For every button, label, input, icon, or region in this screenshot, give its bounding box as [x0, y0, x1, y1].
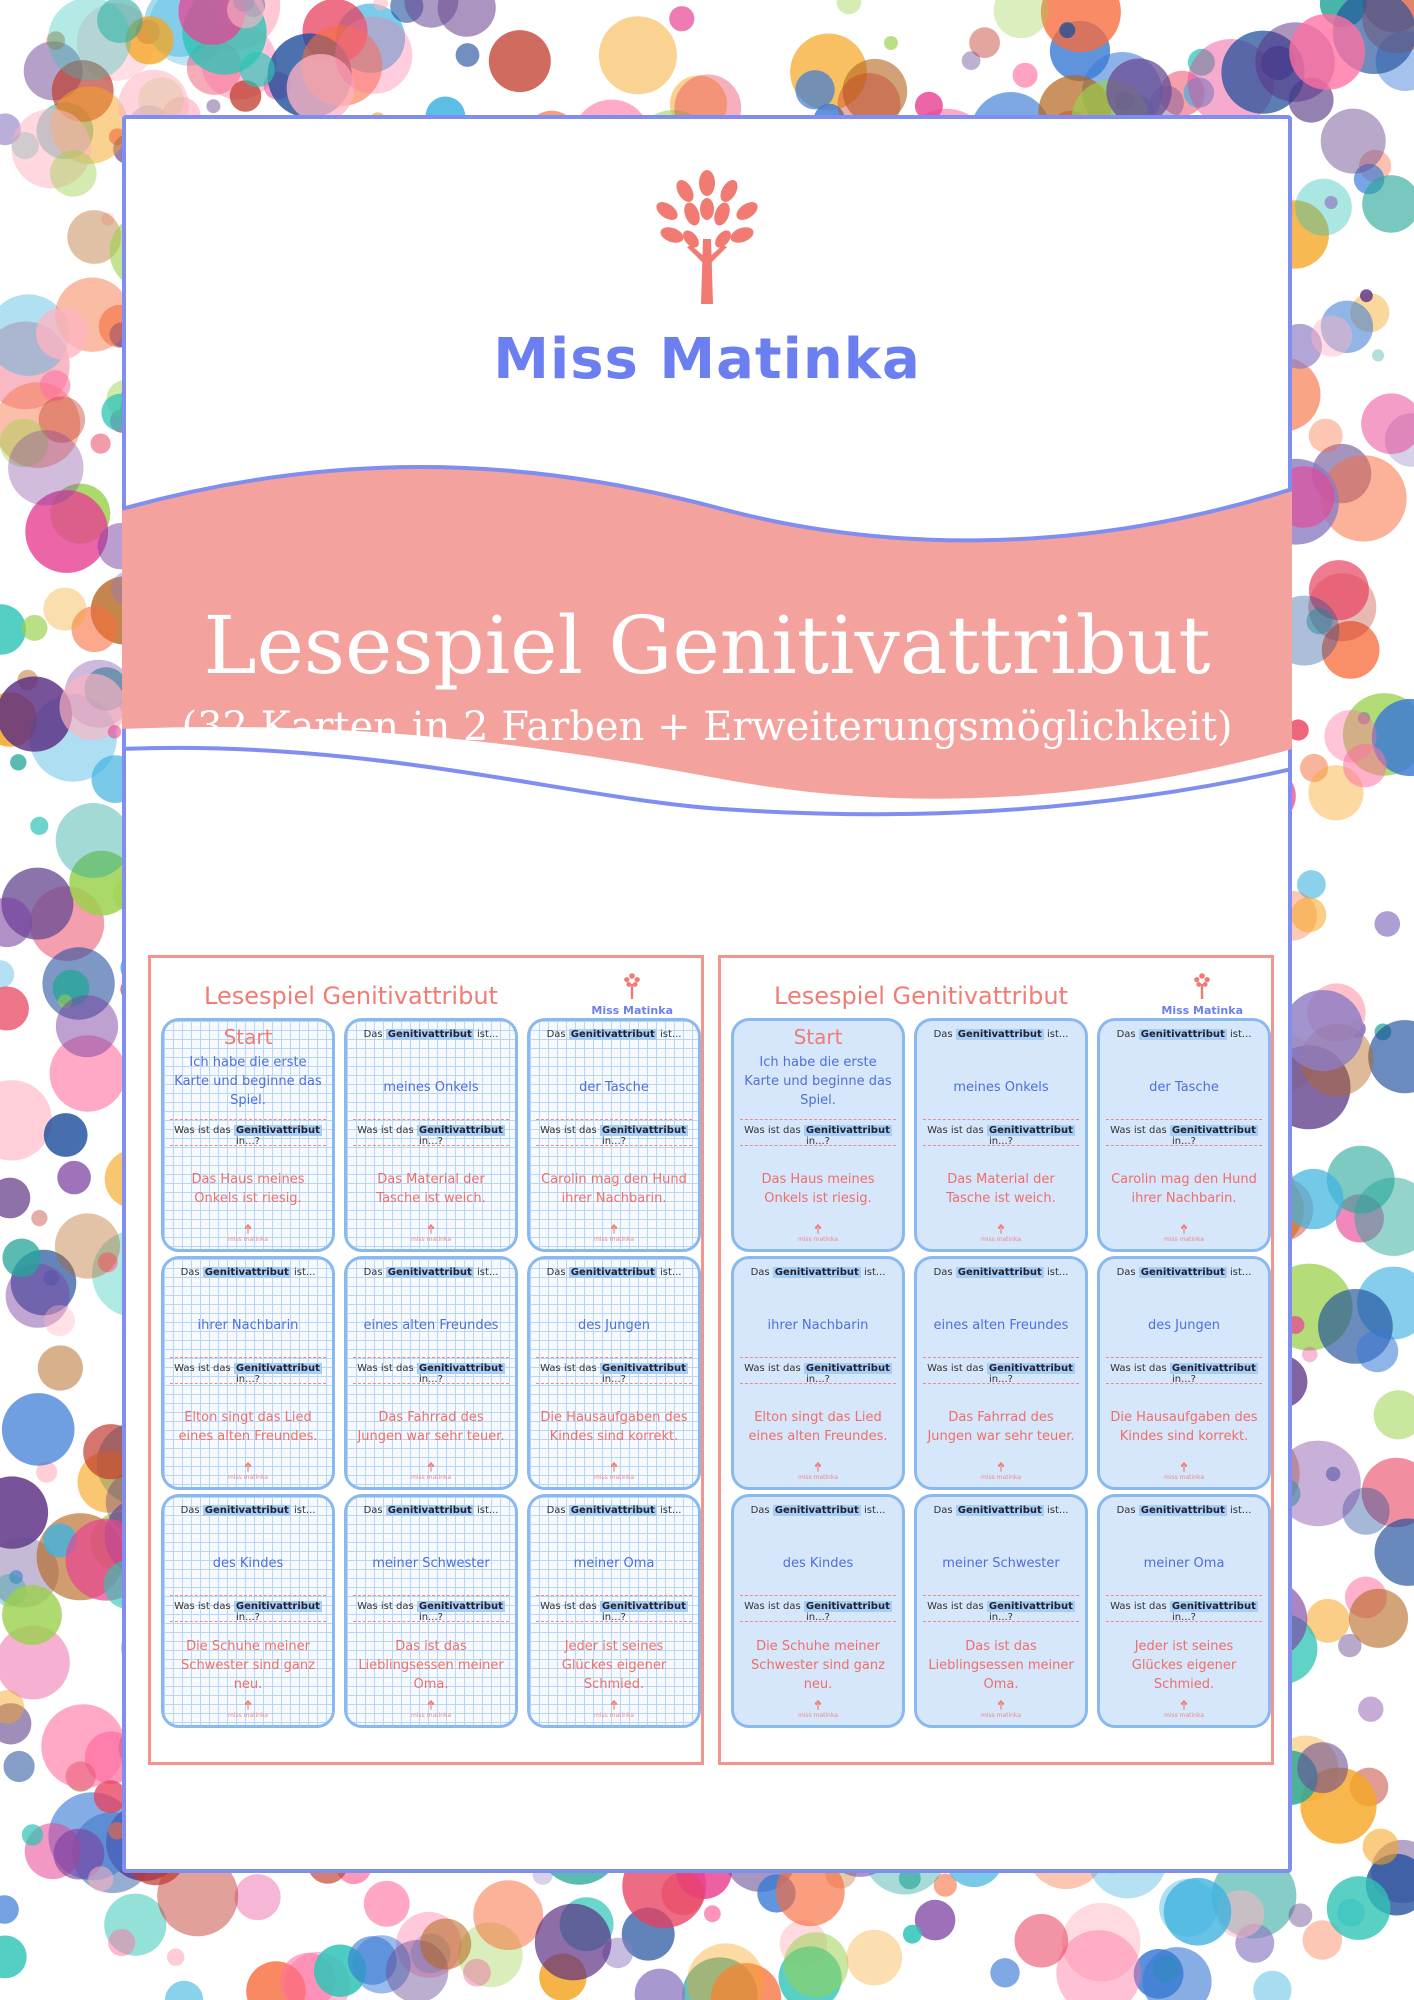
card-answer: des Kindes [782, 1555, 854, 1571]
paint-dot [456, 43, 480, 67]
game-card [344, 1256, 518, 1490]
paint-dot [2, 1585, 62, 1645]
card-start-label: Start [793, 1025, 843, 1049]
card-question: Was ist das Genitivattribut in...? [174, 1363, 320, 1385]
card-answer: meiner Schwester [942, 1555, 1060, 1571]
card-keyword: Genitivattribut [988, 1125, 1073, 1136]
card-answer: des Kindes [212, 1555, 284, 1571]
card-answer: meiner Oma [1143, 1555, 1225, 1571]
card-answer: des Jungen [578, 1317, 650, 1333]
card-footer: miss matinka [530, 1462, 698, 1481]
sheet-brand: Miss Matinka [1161, 1004, 1243, 1017]
card-keyword: Genitivattribut [957, 1505, 1042, 1516]
card-sentence: Das Fahrrad des Jungen war sehr teuer. [927, 1410, 1075, 1444]
card-sentence: Das Fahrrad des Jungen war sehr teuer. [357, 1410, 505, 1444]
game-card [161, 1256, 335, 1490]
game-card [527, 1256, 701, 1490]
card-keyword: Genitivattribut [204, 1505, 289, 1516]
game-card [1097, 1494, 1271, 1728]
card-question: Was ist das Genitivattribut in...? [927, 1125, 1073, 1147]
paint-dot [1356, 1330, 1398, 1372]
card-keyword: Genitivattribut [418, 1601, 503, 1612]
card-prompt: Das Genitivattribut ist... [546, 1267, 682, 1278]
paint-dot [2, 1393, 75, 1466]
paint-dot [240, 52, 275, 87]
card-keyword: Genitivattribut [387, 1267, 472, 1278]
card-answer: ihrer Nachbarin [197, 1317, 299, 1333]
card-keyword: Genitivattribut [235, 1601, 320, 1612]
paint-dot [1360, 289, 1373, 302]
card-question: Was ist das Genitivattribut in...? [744, 1601, 890, 1623]
card-sentence: Carolin mag den Hund ihrer Nachbarin. [541, 1172, 687, 1206]
brand-name: Miss Matinka [493, 327, 921, 392]
card-question: Was ist das Genitivattribut in...? [174, 1601, 320, 1623]
card-footer: miss matinka [347, 1700, 515, 1719]
paint-dot [1374, 1390, 1414, 1439]
sheet-title: Lesespiel Genitivattribut [204, 982, 498, 1010]
card-prompt: Das Genitivattribut ist... [933, 1505, 1069, 1516]
paint-dot [108, 1929, 135, 1956]
card-sentence: Die Hausaufgaben des Kindes sind korrekt. [540, 1410, 688, 1444]
card-answer: eines alten Freundes [933, 1317, 1069, 1333]
paint-dot [837, 0, 862, 14]
card-answer: Ich habe die erste Karte und beginne das Spiel. [174, 1054, 322, 1108]
card-prompt: Das Genitivattribut ist... [750, 1505, 886, 1516]
paint-dot [22, 1824, 43, 1845]
paint-dot [1283, 990, 1364, 1071]
paint-dot [91, 434, 111, 454]
card-prompt: Das Genitivattribut ist... [180, 1505, 316, 1516]
paint-dot [1349, 1589, 1408, 1648]
card-sentence: Das Material der Tasche ist weich. [376, 1172, 486, 1206]
paint-dot [1059, 22, 1075, 38]
paint-dot [235, 1874, 281, 1920]
card-answer: meines Onkels [383, 1079, 479, 1095]
card-footer: miss matinka [164, 1700, 332, 1719]
card-sentence: Elton singt das Lied eines alten Freundes. [178, 1410, 318, 1444]
card-keyword: Genitivattribut [601, 1601, 686, 1612]
card-footer: miss matinka [917, 1700, 1085, 1719]
paint-dot [1363, 1829, 1399, 1865]
paint-dot [10, 754, 26, 770]
paint-dot [1283, 1169, 1343, 1229]
card-keyword: Genitivattribut [1140, 1505, 1225, 1516]
card-footer: miss matinka [917, 1224, 1085, 1243]
card-keyword: Genitivattribut [387, 1029, 472, 1040]
paint-dot [43, 588, 86, 631]
paint-dot [846, 1930, 902, 1986]
card-footer: miss matinka [1100, 1224, 1268, 1243]
paint-dot [990, 1958, 1019, 1987]
card-question: Was ist das Genitivattribut in...? [357, 1363, 503, 1385]
game-card [1097, 1018, 1271, 1252]
game-card [161, 1018, 335, 1252]
paint-dot [1327, 1876, 1391, 1940]
card-keyword: Genitivattribut [1140, 1029, 1225, 1040]
card-keyword: Genitivattribut [235, 1125, 320, 1136]
card-footer: miss matinka [164, 1224, 332, 1243]
card-keyword: Genitivattribut [805, 1601, 890, 1612]
game-card [731, 1494, 905, 1728]
game-card [914, 1018, 1088, 1252]
paint-dot [57, 1161, 91, 1195]
tree-icon [647, 169, 767, 309]
card-question: Was ist das Genitivattribut in...? [1110, 1363, 1256, 1385]
card-keyword: Genitivattribut [774, 1505, 859, 1516]
game-card [1097, 1256, 1271, 1490]
paint-dot [0, 1895, 19, 1924]
tree-icon [243, 1700, 253, 1710]
card-keyword: Genitivattribut [1171, 1363, 1256, 1374]
card-keyword: Genitivattribut [988, 1363, 1073, 1374]
card-keyword: Genitivattribut [204, 1267, 289, 1278]
paint-dot [489, 30, 551, 92]
paint-dot [364, 1881, 410, 1927]
card-question: Was ist das Genitivattribut in...? [540, 1363, 686, 1385]
card-question: Was ist das Genitivattribut in...? [1110, 1125, 1256, 1147]
tree-icon [609, 1224, 619, 1234]
tree-icon [996, 1700, 1006, 1710]
preview-sheet-solid [718, 955, 1274, 1765]
card-sentence: Das Haus meines Onkels ist riesig. [191, 1172, 305, 1206]
paint-dot [1253, 1971, 1291, 2000]
paint-dot [599, 16, 677, 94]
card-question: Was ist das Genitivattribut in...? [744, 1125, 890, 1147]
paint-dot [88, 1866, 113, 1891]
card-keyword: Genitivattribut [805, 1363, 890, 1374]
card-footer: miss matinka [734, 1700, 902, 1719]
card-question: Was ist das Genitivattribut in...? [927, 1601, 1073, 1623]
card-question: Was ist das Genitivattribut in...? [540, 1125, 686, 1147]
card-question: Was ist das Genitivattribut in...? [927, 1363, 1073, 1385]
paint-dot [41, 1704, 125, 1788]
sheet-logo [1161, 972, 1243, 1017]
card-footer: miss matinka [734, 1224, 902, 1243]
paint-dot [784, 1932, 849, 1997]
card-answer: meines Onkels [953, 1079, 1049, 1095]
card-answer: eines alten Freundes [363, 1317, 499, 1333]
card-keyword: Genitivattribut [601, 1125, 686, 1136]
paint-dot [38, 1345, 83, 1390]
tree-icon [1179, 1224, 1189, 1234]
card-sentence: Die Hausaufgaben des Kindes sind korrekt. [1110, 1410, 1258, 1444]
card-prompt: Das Genitivattribut ist... [933, 1267, 1069, 1278]
card-prompt: Das Genitivattribut ist... [933, 1029, 1069, 1040]
card-question: Was ist das Genitivattribut in...? [1110, 1601, 1256, 1623]
paint-dot [56, 995, 118, 1057]
card-question: Was ist das Genitivattribut in...? [357, 1125, 503, 1147]
paint-dot [31, 1210, 47, 1226]
tree-icon [426, 1700, 436, 1710]
tree-icon [609, 1462, 619, 1472]
card-keyword: Genitivattribut [601, 1363, 686, 1374]
paint-dot [0, 1178, 30, 1219]
card-sentence: Das Material der Tasche ist weich. [946, 1172, 1056, 1206]
paint-dot [44, 1113, 88, 1157]
paint-dot [56, 803, 131, 878]
card-prompt: Das Genitivattribut ist... [363, 1505, 499, 1516]
paint-dot [30, 817, 48, 835]
card-keyword: Genitivattribut [1140, 1267, 1225, 1278]
paint-dot [8, 430, 83, 505]
paint-dot [1321, 109, 1386, 174]
paint-dot [463, 1959, 491, 1987]
card-prompt: Das Genitivattribut ist... [363, 1029, 499, 1040]
paint-dot [0, 987, 29, 1031]
paint-dot [165, 1981, 203, 2000]
tree-icon [619, 972, 645, 1000]
card-answer: meiner Schwester [372, 1555, 490, 1571]
card-question: Was ist das Genitivattribut in...? [540, 1601, 686, 1623]
card-keyword: Genitivattribut [1171, 1125, 1256, 1136]
card-prompt: Das Genitivattribut ist... [1116, 1267, 1252, 1278]
card-answer: Ich habe die erste Karte und beginne das Spiel. [744, 1054, 892, 1108]
card-keyword: Genitivattribut [805, 1125, 890, 1136]
paint-dot [962, 51, 981, 70]
card-keyword: Genitivattribut [570, 1505, 655, 1516]
paint-dot [687, 1943, 764, 2000]
tree-icon [996, 1224, 1006, 1234]
card-prompt: Das Genitivattribut ist... [546, 1029, 682, 1040]
paint-dot [1311, 316, 1352, 357]
paint-dot [1295, 179, 1352, 236]
card-sentence: Die Schuhe meiner Schwester sind ganz neu. [751, 1638, 885, 1692]
paint-dot [48, 0, 131, 81]
card-footer: miss matinka [917, 1462, 1085, 1481]
paint-dot [1358, 1697, 1383, 1722]
game-card [527, 1018, 701, 1252]
card-sentence: Jeder ist seines Glückes eigener Schmied. [1131, 1638, 1237, 1692]
paint-dot [335, 17, 412, 94]
sheet-brand: Miss Matinka [591, 1004, 673, 1017]
paint-dot [1289, 14, 1365, 90]
card-keyword: Genitivattribut [957, 1029, 1042, 1040]
game-card [731, 1256, 905, 1490]
card-footer: miss matinka [164, 1462, 332, 1481]
card-sentence: Das ist das Lieblingsessen meiner Oma. [358, 1638, 504, 1692]
paint-dot [44, 1305, 75, 1336]
card-keyword: Genitivattribut [570, 1029, 655, 1040]
paint-dot [4, 1751, 35, 1782]
paint-dot [1309, 419, 1343, 453]
game-card [731, 1018, 905, 1252]
game-card [914, 1256, 1088, 1490]
card-footer: miss matinka [347, 1224, 515, 1243]
paint-dot [167, 1949, 184, 1966]
paint-dot [0, 960, 14, 988]
card-footer: miss matinka [1100, 1700, 1268, 1719]
card-answer: ihrer Nachbarin [767, 1317, 869, 1333]
paint-dot [884, 36, 898, 50]
card-question: Was ist das Genitivattribut in...? [357, 1601, 503, 1623]
paint-dot [669, 6, 694, 31]
paint-dot [795, 70, 834, 109]
card-prompt: Das Genitivattribut ist... [180, 1267, 316, 1278]
card-prompt: Das Genitivattribut ist... [1116, 1029, 1252, 1040]
card-keyword: Genitivattribut [1171, 1601, 1256, 1612]
paint-dot [420, 1919, 471, 1970]
paint-dot [535, 1904, 612, 1981]
paint-dot [1372, 349, 1384, 361]
card-prompt: Das Genitivattribut ist... [1116, 1505, 1252, 1516]
card-sentence: Elton singt das Lied eines alten Freundes. [748, 1410, 888, 1444]
card-footer: miss matinka [1100, 1462, 1268, 1481]
paint-dot [704, 1905, 721, 1922]
paint-dot [1289, 1903, 1313, 1927]
paint-dot [1375, 911, 1401, 937]
paint-dot [1325, 196, 1338, 209]
card-keyword: Genitivattribut [387, 1505, 472, 1516]
card-answer: der Tasche [579, 1079, 649, 1095]
card-footer: miss matinka [347, 1462, 515, 1481]
tree-icon [243, 1462, 253, 1472]
paint-dot [40, 370, 71, 401]
tree-icon [813, 1462, 823, 1472]
paint-dot [0, 1936, 27, 1979]
game-card [344, 1494, 518, 1728]
tree-icon [813, 1224, 823, 1234]
card-sentence: Das ist das Lieblingsessen meiner Oma. [928, 1638, 1074, 1692]
paint-dot [1291, 897, 1326, 932]
card-sentence: Das Haus meines Onkels ist riesig. [761, 1172, 875, 1206]
paint-dot [22, 615, 48, 641]
card-sentence: Carolin mag den Hund ihrer Nachbarin. [1111, 1172, 1257, 1206]
paint-dot [1164, 1878, 1232, 1946]
game-card [527, 1494, 701, 1728]
preview-sheet-grid [148, 955, 704, 1765]
card-keyword: Genitivattribut [570, 1267, 655, 1278]
card-keyword: Genitivattribut [774, 1267, 859, 1278]
tree-icon [813, 1700, 823, 1710]
paint-dot [1361, 393, 1414, 454]
tree-icon [996, 1462, 1006, 1472]
page-subtitle: (32 Karten in 2 Farben + Erweiterungsmöglichkeit) [181, 704, 1233, 750]
tree-icon [609, 1700, 619, 1710]
game-card [914, 1494, 1088, 1728]
sheet-logo [591, 972, 673, 1017]
card-keyword: Genitivattribut [418, 1363, 503, 1374]
card-answer: meiner Oma [573, 1555, 655, 1571]
tree-icon [426, 1224, 436, 1234]
paint-dot [206, 99, 220, 113]
card-keyword: Genitivattribut [988, 1601, 1073, 1612]
paint-dot [1302, 1347, 1318, 1363]
tree-icon [243, 1224, 253, 1234]
card-prompt: Das Genitivattribut ist... [363, 1267, 499, 1278]
card-answer: der Tasche [1149, 1079, 1219, 1095]
paint-dot [50, 150, 97, 197]
paint-dot [661, 1872, 704, 1915]
card-sentence: Die Schuhe meiner Schwester sind ganz neu. [181, 1638, 315, 1692]
tree-icon [426, 1462, 436, 1472]
paint-dot [1297, 1742, 1348, 1793]
game-card [344, 1018, 518, 1252]
sheet-title: Lesespiel Genitivattribut [774, 982, 1068, 1010]
card-start-label: Start [223, 1025, 273, 1049]
card-sentence: Jeder ist seines Glückes eigener Schmied. [561, 1638, 667, 1692]
card-footer: miss matinka [530, 1224, 698, 1243]
card-keyword: Genitivattribut [957, 1267, 1042, 1278]
paint-dot [1015, 1914, 1069, 1968]
card-footer: miss matinka [530, 1700, 698, 1719]
card-prompt: Das Genitivattribut ist... [546, 1505, 682, 1516]
tree-icon [1179, 1700, 1189, 1710]
paint-dot [55, 1213, 120, 1278]
card-keyword: Genitivattribut [418, 1125, 503, 1136]
card-prompt: Das Genitivattribut ist... [750, 1267, 886, 1278]
card-question: Was ist das Genitivattribut in...? [174, 1125, 320, 1147]
paint-dot [1324, 710, 1376, 762]
tree-icon [1179, 1462, 1189, 1472]
paint-dot [0, 1080, 52, 1160]
game-card [161, 1494, 335, 1728]
paint-dot [36, 307, 88, 359]
paint-dot [473, 1880, 543, 1950]
card-answer: des Jungen [1148, 1317, 1220, 1333]
card-footer: miss matinka [734, 1462, 902, 1481]
paint-dot [635, 1969, 686, 2000]
paint-dot [2, 1239, 41, 1278]
card-keyword: Genitivattribut [235, 1363, 320, 1374]
paint-dot [994, 0, 1049, 38]
paint-dot [1013, 63, 1038, 88]
paint-dot [903, 1925, 922, 1944]
logo [126, 169, 1288, 313]
card-question: Was ist das Genitivattribut in...? [744, 1363, 890, 1385]
page-title: Lesespiel Genitivattribut [203, 599, 1211, 692]
paint-dot [108, 725, 121, 738]
cover-frame [122, 115, 1292, 1873]
tree-icon [1189, 972, 1215, 1000]
